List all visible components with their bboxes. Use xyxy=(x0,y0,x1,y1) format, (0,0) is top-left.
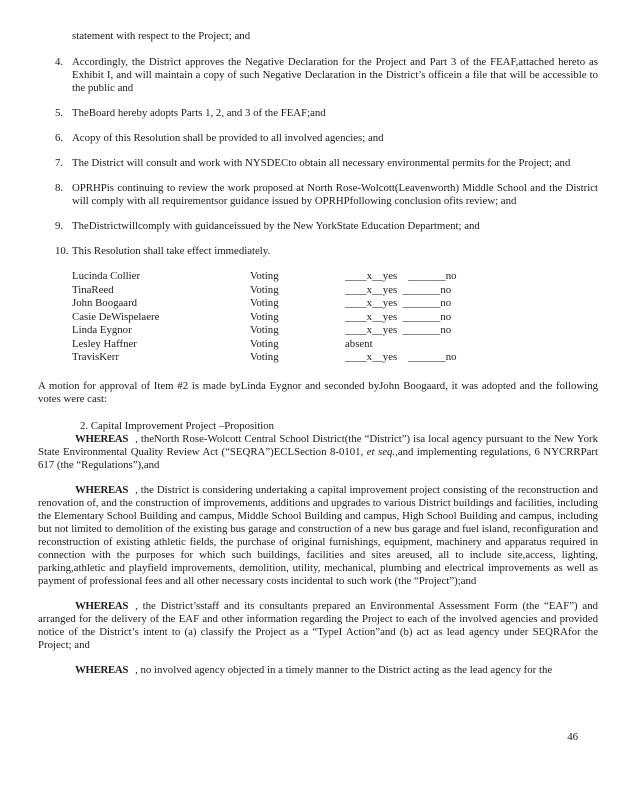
voting-label: Voting xyxy=(250,270,279,282)
voting-label: Voting xyxy=(250,310,279,323)
vote-row xyxy=(72,284,598,298)
voter-name: Casie DeWispelaere xyxy=(72,310,160,323)
vote-value: ____x__yes _______no xyxy=(345,310,452,323)
vote-table xyxy=(72,270,598,365)
item-text: TheBoard hereby adopts Parts 1, 2, and 3 of the FEAF;and xyxy=(72,107,326,119)
paragraph-text: and implementing regulations, 6 NYCRRPart 617 (the “Regulations”),and xyxy=(38,445,598,471)
vote-value: ____x__yes _______no xyxy=(345,270,457,282)
item-number: 9. xyxy=(55,220,64,232)
vote-row xyxy=(72,311,598,325)
item-text: The District will consult and work with NYSDECto obtain all necessary environmental permits for the Project; and xyxy=(72,157,571,169)
resolution-item-10 xyxy=(55,245,598,258)
item-number: 4. xyxy=(55,56,64,68)
whereas-label: WHEREAS xyxy=(75,599,129,612)
item-number: 10. xyxy=(55,245,69,257)
resolution-item-7 xyxy=(55,157,598,170)
resolution-item-6 xyxy=(55,132,598,145)
motion-paragraph: A motion for approval of Item #2 is made byLinda Eygnor and seconded byJohn Boogaard, it was adopted and the following votes were cast: xyxy=(38,379,598,405)
whereas-label: WHEREAS xyxy=(75,663,129,676)
voter-name: Linda Eygnor xyxy=(72,324,132,336)
voter-name: Lucinda Collier xyxy=(72,270,141,282)
voter-name: TinaReed xyxy=(72,283,114,296)
vote-row xyxy=(72,324,598,338)
whereas-paragraph-1 xyxy=(38,433,598,472)
voter-name: Lesley Haffner xyxy=(72,337,137,350)
vote-value: ____x__yes _______no xyxy=(345,297,452,309)
vote-value: absent xyxy=(345,337,373,350)
voter-name: TravisKerr xyxy=(72,351,119,363)
paragraph-text: , the District is considering undertaking a capital improvement project consisting of the reconstruction and renovation of, and the construction of improvements, additions and upgrades to various District buildings and facilities, including the Elementary School Building and campus, Middle School Building and campus, High School Building and campus, including but not limited to demolition of the existing bus garage and construction of a new bus garage and fuel island, reconfiguration and reconstruction of existing athletic fields, the purchase of original furnishings, equipment, machinery and apparatus required in connection with the purposes for which such buildings, facilities and sites areused, all to include site,access, lighting, parking,athletic and playfield improvements, demolition, utility, mechanical, plumbing and electrical improvements as well as payment of professional fees and all other necessary costs incidental to such work (the “Project”);and xyxy=(38,483,598,587)
item-text: TheDistrictwillcomply with guidanceissued by the New YorkState Education Department; and xyxy=(72,220,480,232)
vote-row xyxy=(72,297,598,311)
resolution-item-9 xyxy=(55,220,598,233)
item-text: Acopy of this Resolution shall be provided to all involved agencies; and xyxy=(72,132,384,144)
latin-phrase: et seq., xyxy=(366,445,398,458)
voting-label: Voting xyxy=(250,324,279,336)
item-number: 6. xyxy=(55,132,64,144)
vote-value: ____x__yes _______no xyxy=(345,351,457,363)
voter-name: John Boogaard xyxy=(72,297,138,309)
page-number: 46 xyxy=(567,731,578,743)
resolution-item-4 xyxy=(55,56,598,95)
whereas-label: WHEREAS xyxy=(75,483,129,496)
item-number: 5. xyxy=(55,107,64,119)
paragraph-text: , the District’sstaff and its consultants prepared an Environmental Assessment Form (the “EAF”) and arranged for the delivery of the EAF and other information regarding the Project to each of the involved agencies and provided notice of the District’s intent to (a) classify the Project as a “TypeI Action”and (b) act as lead agency under SEQRAfor the Project; and xyxy=(38,599,598,651)
item-text: This Resolution shall take effect immediately. xyxy=(72,245,271,257)
vote-value: ____x__yes _______no xyxy=(345,324,452,336)
item-number: 8. xyxy=(55,182,64,194)
whereas-paragraph-3 xyxy=(38,600,598,652)
vote-row xyxy=(72,270,598,284)
section-heading: 2. Capital Improvement Project –Proposition xyxy=(80,419,275,432)
item-text: Accordingly, the District approves the Negative Declaration for the Project and Part 3 of the FEAF,attached hereto as Exhibit I, and will maintain a copy of such Negative Declaration in the District’s officein a file that will be accessible to the public and xyxy=(72,56,598,94)
item-3-continuation: statement with respect to the Project; and xyxy=(72,30,251,42)
item-text: OPRHPis continuing to review the work proposed at North Rose-Wolcott(Leavenworth) Middle School and the District will comply with all requirementsor guidance issued by OPRHPfollowing conclusion ofits review; and xyxy=(72,182,598,207)
vote-row xyxy=(72,351,598,365)
vote-row xyxy=(72,338,598,352)
whereas-label: WHEREAS xyxy=(75,432,129,445)
paragraph-text: , no involved agency objected in a timely manner to the District acting as the lead agency for the xyxy=(135,663,553,676)
whereas-paragraph-4 xyxy=(38,664,598,677)
resolution-item-5 xyxy=(55,107,598,120)
resolution-item-8 xyxy=(55,182,598,208)
item-number: 7. xyxy=(55,157,64,169)
voting-label: Voting xyxy=(250,283,279,296)
vote-value: ____x__yes _______no xyxy=(345,283,452,296)
voting-label: Voting xyxy=(250,351,279,363)
voting-label: Voting xyxy=(250,297,279,309)
voting-label: Voting xyxy=(250,337,279,350)
paragraph-text: , theNorth Rose-Wolcott Central School District(the “District”) isa local agency pursuant to the New York State Environmental Quality Review Act (“SEQRA”)ECLSection 8-0101, xyxy=(38,432,598,458)
whereas-paragraph-2 xyxy=(38,484,598,588)
